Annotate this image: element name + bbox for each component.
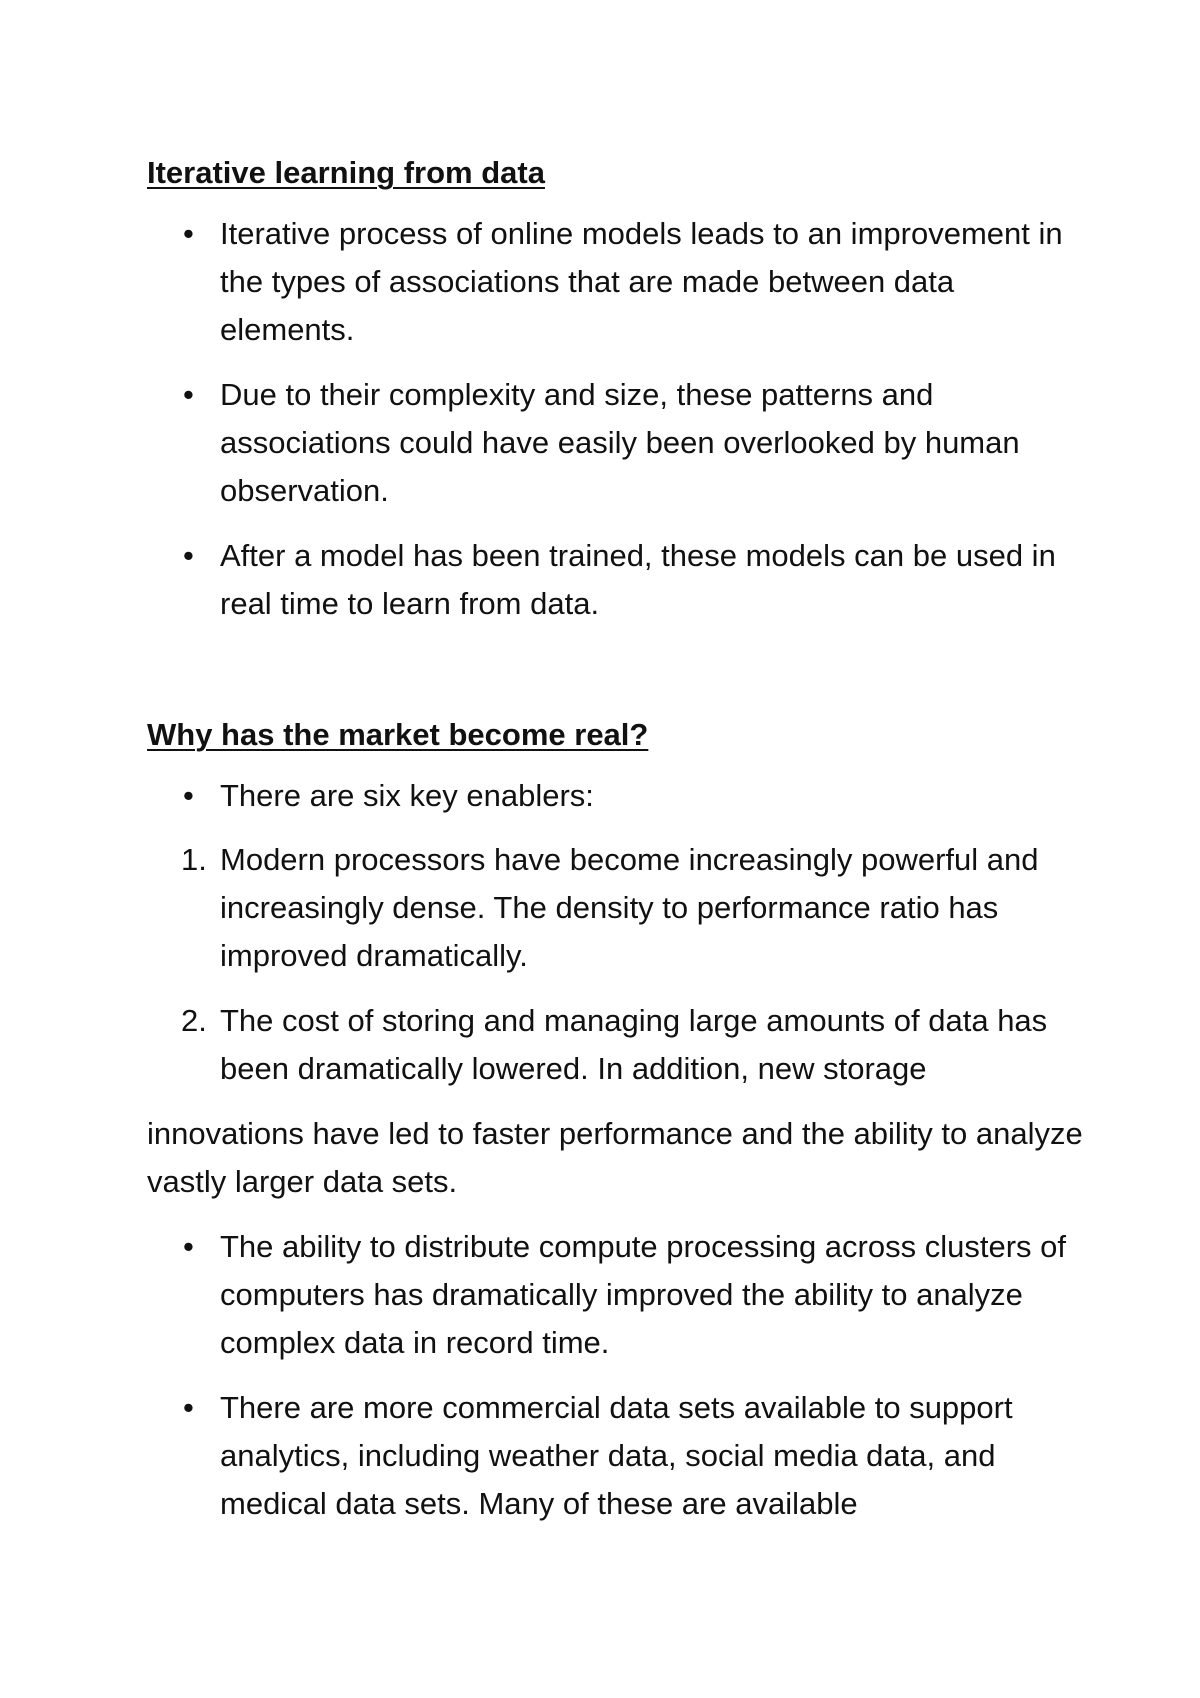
list-item-text: After a model has been trained, these models can be used in real time to learn from data. (220, 538, 1056, 621)
continuation-paragraph: innovations have led to faster performance and the ability to analyze vastly larger data sets. (147, 1116, 1083, 1199)
list-item-text: The ability to distribute compute processing across clusters of computers has dramatically improved the ability to analyze complex data in record time. (220, 1229, 1066, 1360)
list-item-text: There are more commercial data sets available to support analytics, including weather data, social media data, and medical data sets. Many of these are available (220, 1390, 1013, 1521)
bullet-marker: • (183, 216, 194, 251)
bullet-marker: • (183, 377, 194, 412)
bullet-marker: • (183, 1229, 194, 1264)
list-item-text: There are six key enablers: (220, 778, 594, 813)
bullet-marker: • (183, 1390, 194, 1425)
bullet-marker: • (183, 778, 194, 813)
numbered-item-text: The cost of storing and managing large amounts of data has been dramatically lowered. In addition, new storage (220, 1003, 1048, 1086)
list-item-text: Due to their complexity and size, these patterns and associations could have easily been overlooked by human observation. (220, 377, 1020, 508)
bullet-marker: • (183, 538, 194, 573)
section-heading-iterative-learning: Iterative learning from data (147, 155, 545, 190)
numbered-item-text: Modern processors have become increasingly powerful and increasingly dense. The density to performance ratio has improved dramatically. (220, 842, 1039, 973)
section-heading-market: Why has the market become real? (147, 717, 649, 752)
list-item-text: Iterative process of online models leads to an improvement in the types of associations that are made between data elements. (220, 216, 1063, 347)
number-marker: 2. (181, 1003, 207, 1038)
number-marker: 1. (181, 842, 207, 877)
